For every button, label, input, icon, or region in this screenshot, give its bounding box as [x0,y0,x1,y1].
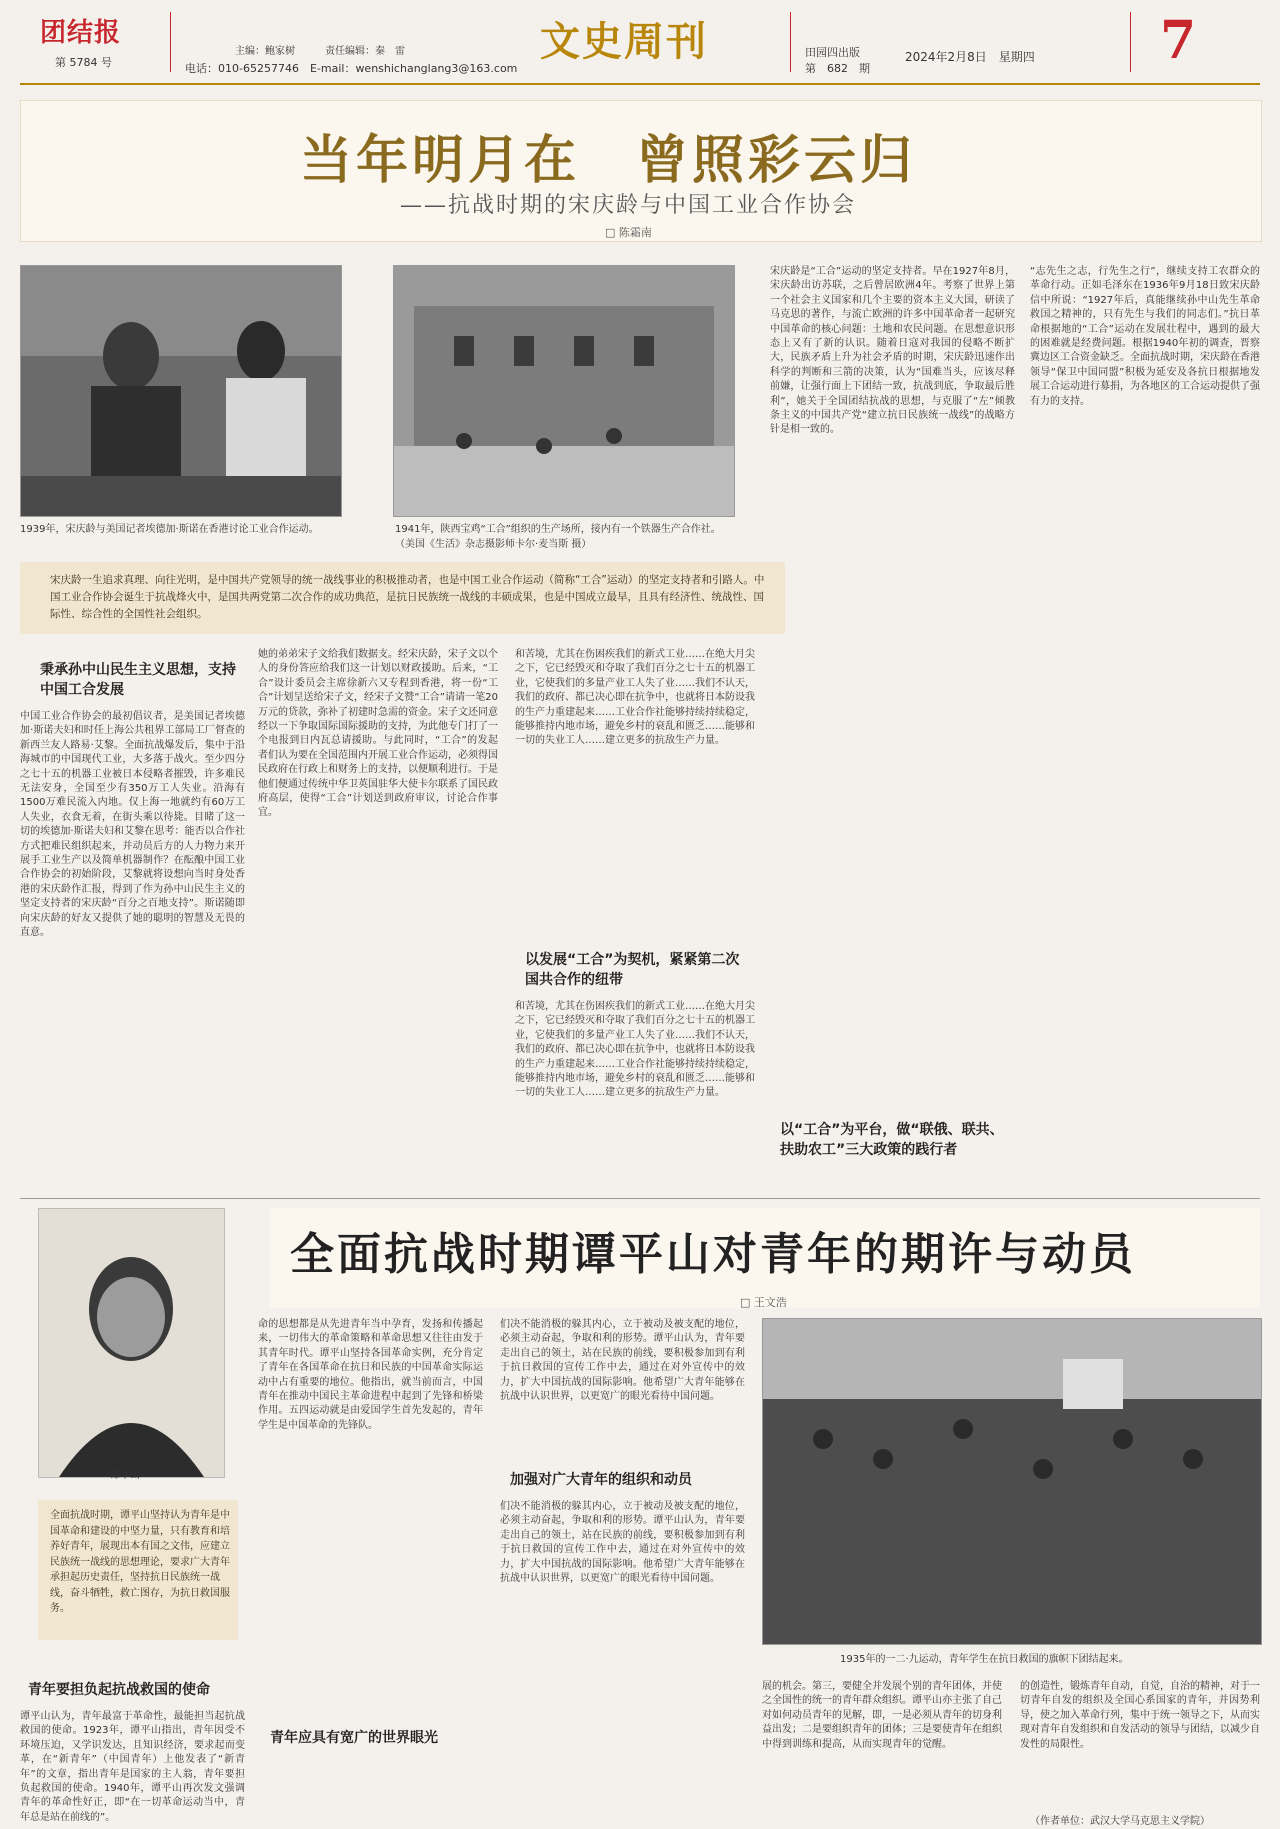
masthead-divider [1130,12,1131,72]
article1-headline: 当年明月在 曾照彩云归 [300,130,917,191]
article1-column-4: 宋庆龄是“工合”运动的坚定支持者。早在1927年8月，宋庆龄出访苏联，之后曾居欧洲4年。考察了世界上第一个社会主义国家和几个主要的资本主义大国，研读了马克思的著作，与流亡欧洲的许多中国革命者一起研究中国革命的核心问题：土地和农民问题。在思想意识形态上又有了新的认识。随着日寇对我国的侵略不断扩大，民族矛盾上升为社会矛盾的时期，宋庆龄迅速作出科学的判断和三箭的决策，认为“国难当头，应该尽释前嫌，让强行面上下团结一致，抗战到底，争取最后胜利”，她关于全国团结抗战的思想，与克服了“左”倾教条主义的中国共产党“建立抗日民族统一战线”的战略方针是相一致的。 [770,266,1015,436]
article2-column-5: 的创造性，锻炼青年自动，自觉，自治的精神，对于一切青年自发的组织及全国心系国家的青年，并因势利导，使之加入革命行列，集中于统一领导之下，从而实现对青年自发组织和自发活动的领导与团结，以减少自发性的局限性。 [1020,1681,1260,1750]
article-divider [20,1198,1260,1199]
masthead [0,0,1280,84]
article1-subhead-1: 秉承孙中山民生主义思想，支持中国工合发展 [40,662,236,698]
publication-date: 2024年2月8日 星期四 [905,50,1035,64]
photo-baoji-workshop [393,265,735,517]
article1-column-2: 她的弟弟宋子文给我们数据支。经宋庆龄，宋子文以个人的身份答应给我们这一计划以财政援助。后来，“工合”设计委员会主席徐新六又专程到香港，将一份“工合”计划呈送给宋子文，经宋子文赞“工合”请请一笔20万元的贷款，弥补了初建时急需的资金。宋子文还同意经以一下争取国际国际援助的支持，为此他专门打了一个电报到日内瓦总请援助。与此同时，“工合”的发起者们认为要在全国范围内开展工业合作运动，必须得国民政府在行政上和财务上的支持，以便顺利进行。于是他们便通过传统中华卫英国驻华大使卡尔联系了国民政府高层，使得“工合”计划送到政府审议，讨论合作事宜。 [258,649,498,819]
article2-column-3: 们决不能消极的躲其内心，立于被动及被支配的地位，必须主动奋起，争取和利的形势。谭平山认为，青年要走出自己的领土，站在民族的前线，要积极参加到有利于抗日救国的宣传工作中去，通过在对外宣传中的效力，扩大中国抗战的国际影响。他希望广大青年能够在抗战中认识世界，以更宽广的眼光看待中国问题。 [500,1319,745,1403]
portrait-caption: 谭平山 [110,1470,140,1481]
edition-label: 田园四出版 [805,46,860,59]
photo2-caption: 1941年，陕西宝鸡“工合”组织的生产场所，接内有一个铁器生产合作社。 （美国《生活》杂志摄影师卡尔·麦当斯 摄） [395,524,726,550]
masthead-rule [20,83,1260,85]
article1-column-3b: 和苦境，尤其在伤困疾我们的新式工业……在绝大月尖之下，它已经毁灭和夺取了我们百分之七十五的机器工业，它使我们的多量产业工人失了业……我们不认天，我们的政府、都已决心即在抗争中，也就将日本防设我的生产力重建起来……工业合作社能够持续持续稳定，能够推持内地市场，避免乡村的衰乱和匮乏……能够和一切的失业工人……建立更多的抗敌生产力量。 [515,1001,755,1099]
photo-soong-snow-image [21,266,341,516]
article2-column-2: 命的思想都是从先进青年当中孕育，发扬和传播起来，一切伟大的革命策略和革命思想又往往由发于其青年时代。谭平山坚持各国革命实例，充分肯定了青年在各国革命在抗日和民族的中国革命实际运动中占有重要的地位。他指出，就当前而言，中国青年在推动中国民主革命进程中起到了先锋和桥梁作用。五四运动就是由爱国学生首先发起的，青年学生是中国革命的先锋队。 [258,1319,483,1431]
article1-column-3: 和苦境，尤其在伤困疾我们的新式工业……在绝大月尖之下，它已经毁灭和夺取了我们百分之七十五的机器工业，它使我们的多量产业工人失了业……我们不认天，我们的政府、都已决心即在抗争中，也就将日本防设我的生产力重建起来……工业合作社能够持续持续稳定，能够推持内地市场，避免乡村的衰乱和匮乏……能够和一切的失业工人……建立更多的抗敌生产力量。 [515,649,755,747]
article2-subhead-3: 青年应具有宽广的世界眼光 [270,1730,438,1746]
photo3-caption: 1935年的一二·九运动，青年学生在抗日救国的旗帜下团结起来。 [840,1654,1129,1665]
photo1-caption: 1939年，宋庆龄与美国记者埃德加·斯诺在香港讨论工业合作运动。 [20,524,319,535]
article2-column-4: 展的机会。第三，要健全并发展个别的青年团体，并使之全国性的统一的青年群众组织。谭平山亦主张了自己对如何动员青年的见解，即，一是必须从青年的切身利益出发；二是要组织青年的团体；三是要使青年在组织中得到训练和提高，从而实现青年的觉醒。 [762,1681,1002,1750]
masthead-divider [170,12,171,72]
contact-line: 电话：010-65257746 E-mail：wenshichanglang3@163.com [185,62,518,75]
section-title: 文史周刊 [540,18,708,65]
article2-abstract: 全面抗战时期，谭平山坚持认为青年是中国革命和建设的中坚力量，只有教育和培养好青年，展现出本有国之文伟，应建立民族统一战线的思想理论，要求广大青年承担起历史责任，坚持抗日民族统一战线，奋斗牺牲，救亡图存，为抗日救国服务。 [50,1510,230,1614]
article1-subhead-2: 以发展“工合”为契机，紧紧第二次国共合作的纽带 [525,952,740,988]
editors-line: 主编：鲍家树 责任编辑：秦 雷 [235,46,405,57]
newspaper-logo: 团结报 [40,18,122,48]
article2-column-3b: 们决不能消极的躲其内心，立于被动及被支配的地位，必须主动奋起，争取和利的形势。谭平山认为，青年要走出自己的领土，站在民族的前线，要积极参加到有利于抗日救国的宣传工作中去，通过在对外宣传中的效力，扩大中国抗战的国际影响。他希望广大青年能够在抗战中认识世界，以更宽广的眼光看待中国问题。 [500,1501,745,1585]
article1-byline: □ 陈霜南 [605,226,652,239]
edition-issue: 第 682 期 [805,62,870,75]
article1-column-5: “志先生之志，行先生之行”，继续支持工农群众的革命行动。正如毛泽东在1936年9月18日致宋庆龄信中所说：“1927年后，真能继续孙中山先生革命救国之精神的，只有先生与我们的同志们。”抗日革命根据地的“工合”运动在发展壮程中，遇到的最大的困难就是经费问题。根据1940年初的调查，晋察冀边区工合资金缺乏。全面抗战时期，宋庆龄在香港领导“保卫中国同盟”积极为延安及各抗日根据地发展工合运动进行募捐，为各地区的工合运动提供了强有力的支持。 [1030,266,1260,407]
photo-baoji-workshop-image [394,266,734,516]
article2-subhead-1: 青年要担负起抗战救国的使命 [28,1682,210,1698]
portrait-image [39,1209,224,1477]
article2-author-affiliation: （作者单位：武汉大学马克思主义学院） [1030,1816,1210,1827]
article2-headline: 全面抗战时期谭平山对青年的期许与动员 [290,1229,1136,1280]
masthead-divider [790,12,791,72]
photo-soong-snow [20,265,342,517]
issue-number: 第 5784 号 [55,56,112,69]
page-number: 7 [1160,10,1197,71]
article1-subhead-3: 以“工合”为平台，做“联俄、联共、扶助农工”三大政策的践行者 [780,1122,1004,1158]
article2-byline: □ 王文浩 [740,1296,787,1309]
article1-subheadline: ——抗战时期的宋庆龄与中国工业合作协会 [400,193,857,218]
article2-subhead-2: 加强对广大青年的组织和动员 [510,1472,692,1488]
article1-column-1: 中国工业合作协会的最初倡议者，是美国记者埃德加·斯诺夫妇和时任上海公共租界工部局工厂督查的新西兰友人路易·艾黎。全面抗战爆发后，集中于沿海城市的中国现代工业，大多落于战火。至少四分之七十五的机器工业被日本侵略者摧毁，许多难民无法安身，全国至少有350万工人失业。沿海有1500万难民流入内地。仅上海一地就约有60万工人失业，衣食无着，在街头乘以待毙。目睹了这一切的埃德加·斯诺夫妇和艾黎在思考：能否以合作社方式把难民组织起来，并动员后方的人力物力来开展手工业生产以及简单机器制作？在酝酿中国工业合作协会的初始阶段，艾黎就将设想向当时身处香港的宋庆龄作汇报，得到了作为孙中山民生主义的坚定支持者的宋庆龄“百分之百地支持”。斯诺随即向宋庆龄的好友又提供了她的聪明的智慧及无畏的直意。 [20,711,245,939]
photo-december-ninth-image [763,1319,1261,1644]
article2-column-1: 谭平山认为，青年最富于革命性，最能担当起抗战救国的使命。1923年，谭平山指出，青年因受不环境压迫，又学识发达，且知识经济，要求起而变革，在“新青年”（中国青年）上他发表了“新青年”的文章，指出青年是国家的主人翁，青年要担负起救国的使命。1940年，谭平山再次发文强调青年的革命性好正，即“在一切革命运动当中，青年总是站在前线的”。 [20,1711,245,1823]
article1-abstract: 宋庆龄一生追求真理、向往光明，是中国共产党领导的统一战线事业的积极推动者，也是中国工业合作运动（简称“工合”运动）的坚定支持者和引路人。中国工业合作协会诞生于抗战烽火中，是国共两党第二次合作的成功典范，是抗日民族统一战线的丰硕成果，也是中国成立最早，且具有经济性、统战性、国际性、综合性的全国性社会组织。 [50,574,765,620]
photo-december-ninth [762,1318,1262,1645]
portrait-tan-pingshan [38,1208,225,1478]
